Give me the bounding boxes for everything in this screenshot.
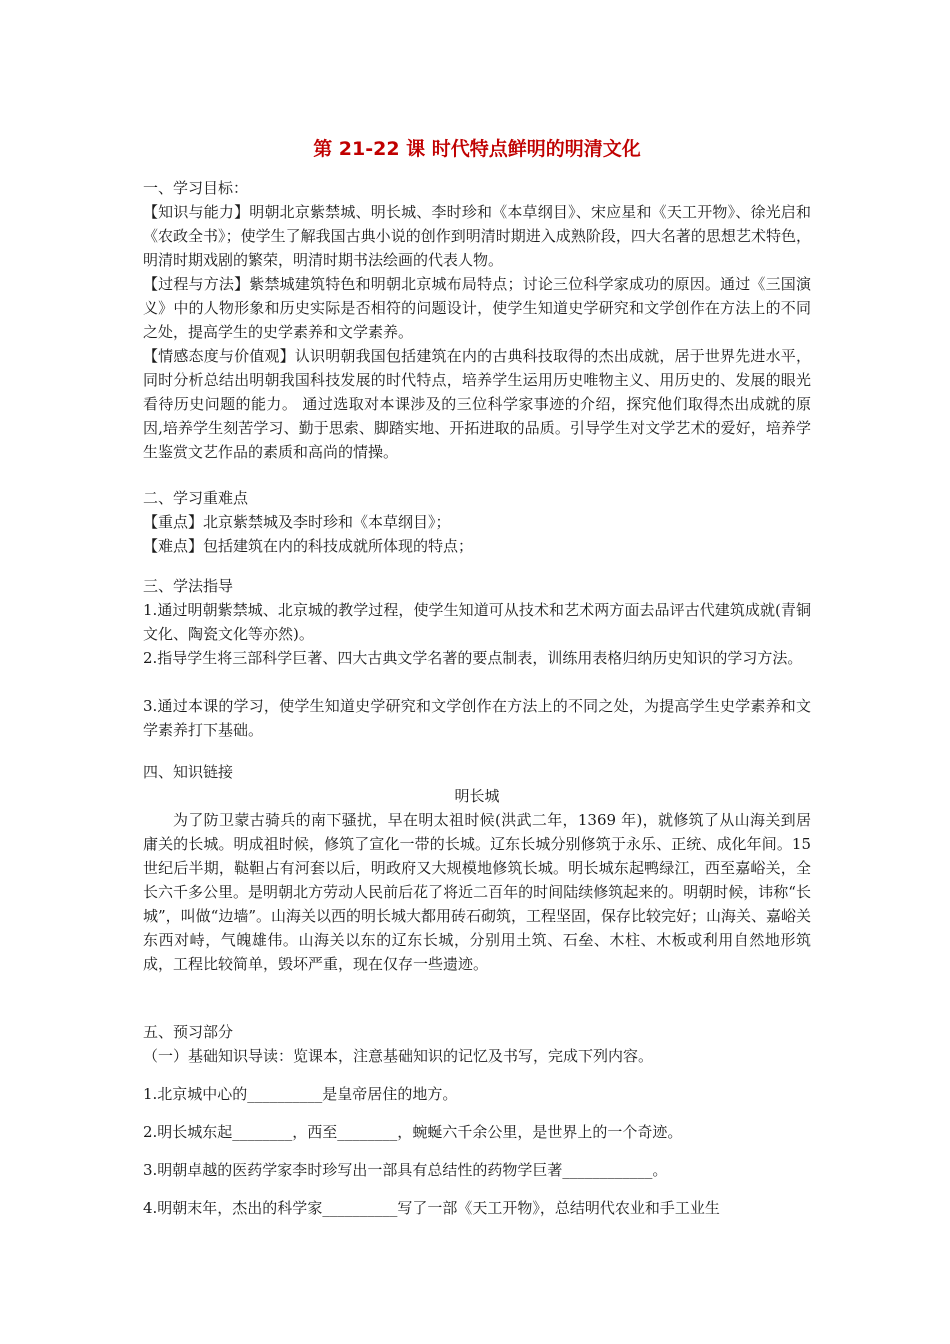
goal-values-paragraph: 【情感态度与价值观】认识明朝我国包括建筑在内的古典科技取得的杰出成就，居于世界先进水平，同时分析总结出明朝我国科技发展的时代特点，培养学生运用历史唯物主义、用历史的、发展的眼光看待历史问题的能力。 通过选取对本课涉及的三位科学家事迹的介绍，探究他们取得杰出成就的原因,培养学生刻苦学习、勤于思索、脚踏实地、开拓进取的品质。引导学生对文学艺术的爱好，培养学生鉴赏文艺作品的素质和高尚的情操。	[143, 347, 811, 461]
preview-intro: （一）基础知识导读：览课本，注意基础知识的记忆及书写，完成下列内容。	[143, 1047, 654, 1065]
key-point: 【重点】北京紫禁城及李时珍和《本草纲目》；	[143, 513, 451, 531]
question-1: 1.北京城中心的__________是皇帝居住的地方。	[143, 1085, 458, 1103]
goal-process-paragraph: 【过程与方法】紫禁城建筑特色和明朝北京城布局特点；讨论三位科学家成功的原因。通过《三国演义》中的人物形象和历史实际是否相符的问题设计，使学生知道史学研究和文学创作在方法上的不同之处，提高学生的史学素养和文学素养。	[143, 275, 811, 341]
question-2: 2.明长城东起________，西至________，蜿蜒六千余公里，是世界上的一个奇迹。	[143, 1123, 683, 1141]
section-4-heading: 四、知识链接	[143, 763, 234, 781]
section-5-heading: 五、预习部分	[143, 1023, 234, 1041]
question-3: 3.明朝卓越的医药学家李时珍写出一部具有总结性的药物学巨著____________。	[143, 1161, 668, 1179]
page-title: 第 21-22 课 时代特点鲜明的明清文化	[313, 138, 641, 160]
method-item-1: 1.通过明朝紫禁城、北京城的教学过程，使学生知道可从技术和艺术两方面去品评古代建筑成就(青铜文化、陶瓷文化等亦然)。	[143, 601, 811, 643]
difficult-point: 【难点】包括建筑在内的科技成就所体现的特点；	[143, 537, 474, 555]
method-item-3: 3.通过本课的学习，使学生知道史学研究和文学创作在方法上的不同之处，为提高学生史学素养和文学素养打下基础。	[143, 697, 811, 739]
article-title: 明长城	[454, 787, 500, 805]
section-1-heading: 一、学习目标：	[143, 179, 249, 197]
section-3-heading: 三、学法指导	[143, 577, 234, 595]
question-4: 4.明朝末年，杰出的科学家__________写了一部《天工开物》，总结明代农业和手工业生	[143, 1199, 720, 1217]
goal-knowledge-paragraph: 【知识与能力】明朝北京紫禁城、明长城、李时珍和《本草纲目》、宋应星和《天工开物》、徐光启和《农政全书》；使学生了解我国古典小说的创作到明清时期进入成熟阶段，四大名著的思想艺术特色，明清时期戏剧的繁荣，明清时期书法绘画的代表人物。	[143, 203, 811, 269]
article-body: 为了防卫蒙古骑兵的南下骚扰，早在明太祖时候(洪武二年，1369 年)，就修筑了从山海关到居庸关的长城。明成祖时候，修筑了宣化一带的长城。辽东长城分别修筑于永乐、正统、成化年间。15 世纪后半期，鞑靼占有河套以后，明政府又大规模地修筑长城。明长城东起鸭绿江，西至嘉峪关，全长六千多公里。是明朝北方劳动人民前后花了将近二百年的时间陆续修筑起来的。明朝时候，讳称“长城”，叫做“边墙”。山海关以西的明长城大都用砖石砌筑，工程坚固，保存比较完好；山海关、嘉峪关东西对峙，气魄雄伟。山海关以东的辽东长城，分别用土筑、石垒、木柱、木板或利用自然地形筑成，工程比较简单，毁坏严重，现在仅存一些遗迹。	[143, 811, 812, 973]
method-item-2: 2.指导学生将三部科学巨著、四大古典文学名著的要点制表，训练用表格归纳历史知识的学习方法。	[143, 649, 803, 667]
document-page	[143, 0, 811, 1344]
section-2-heading: 二、学习重难点	[143, 489, 249, 507]
